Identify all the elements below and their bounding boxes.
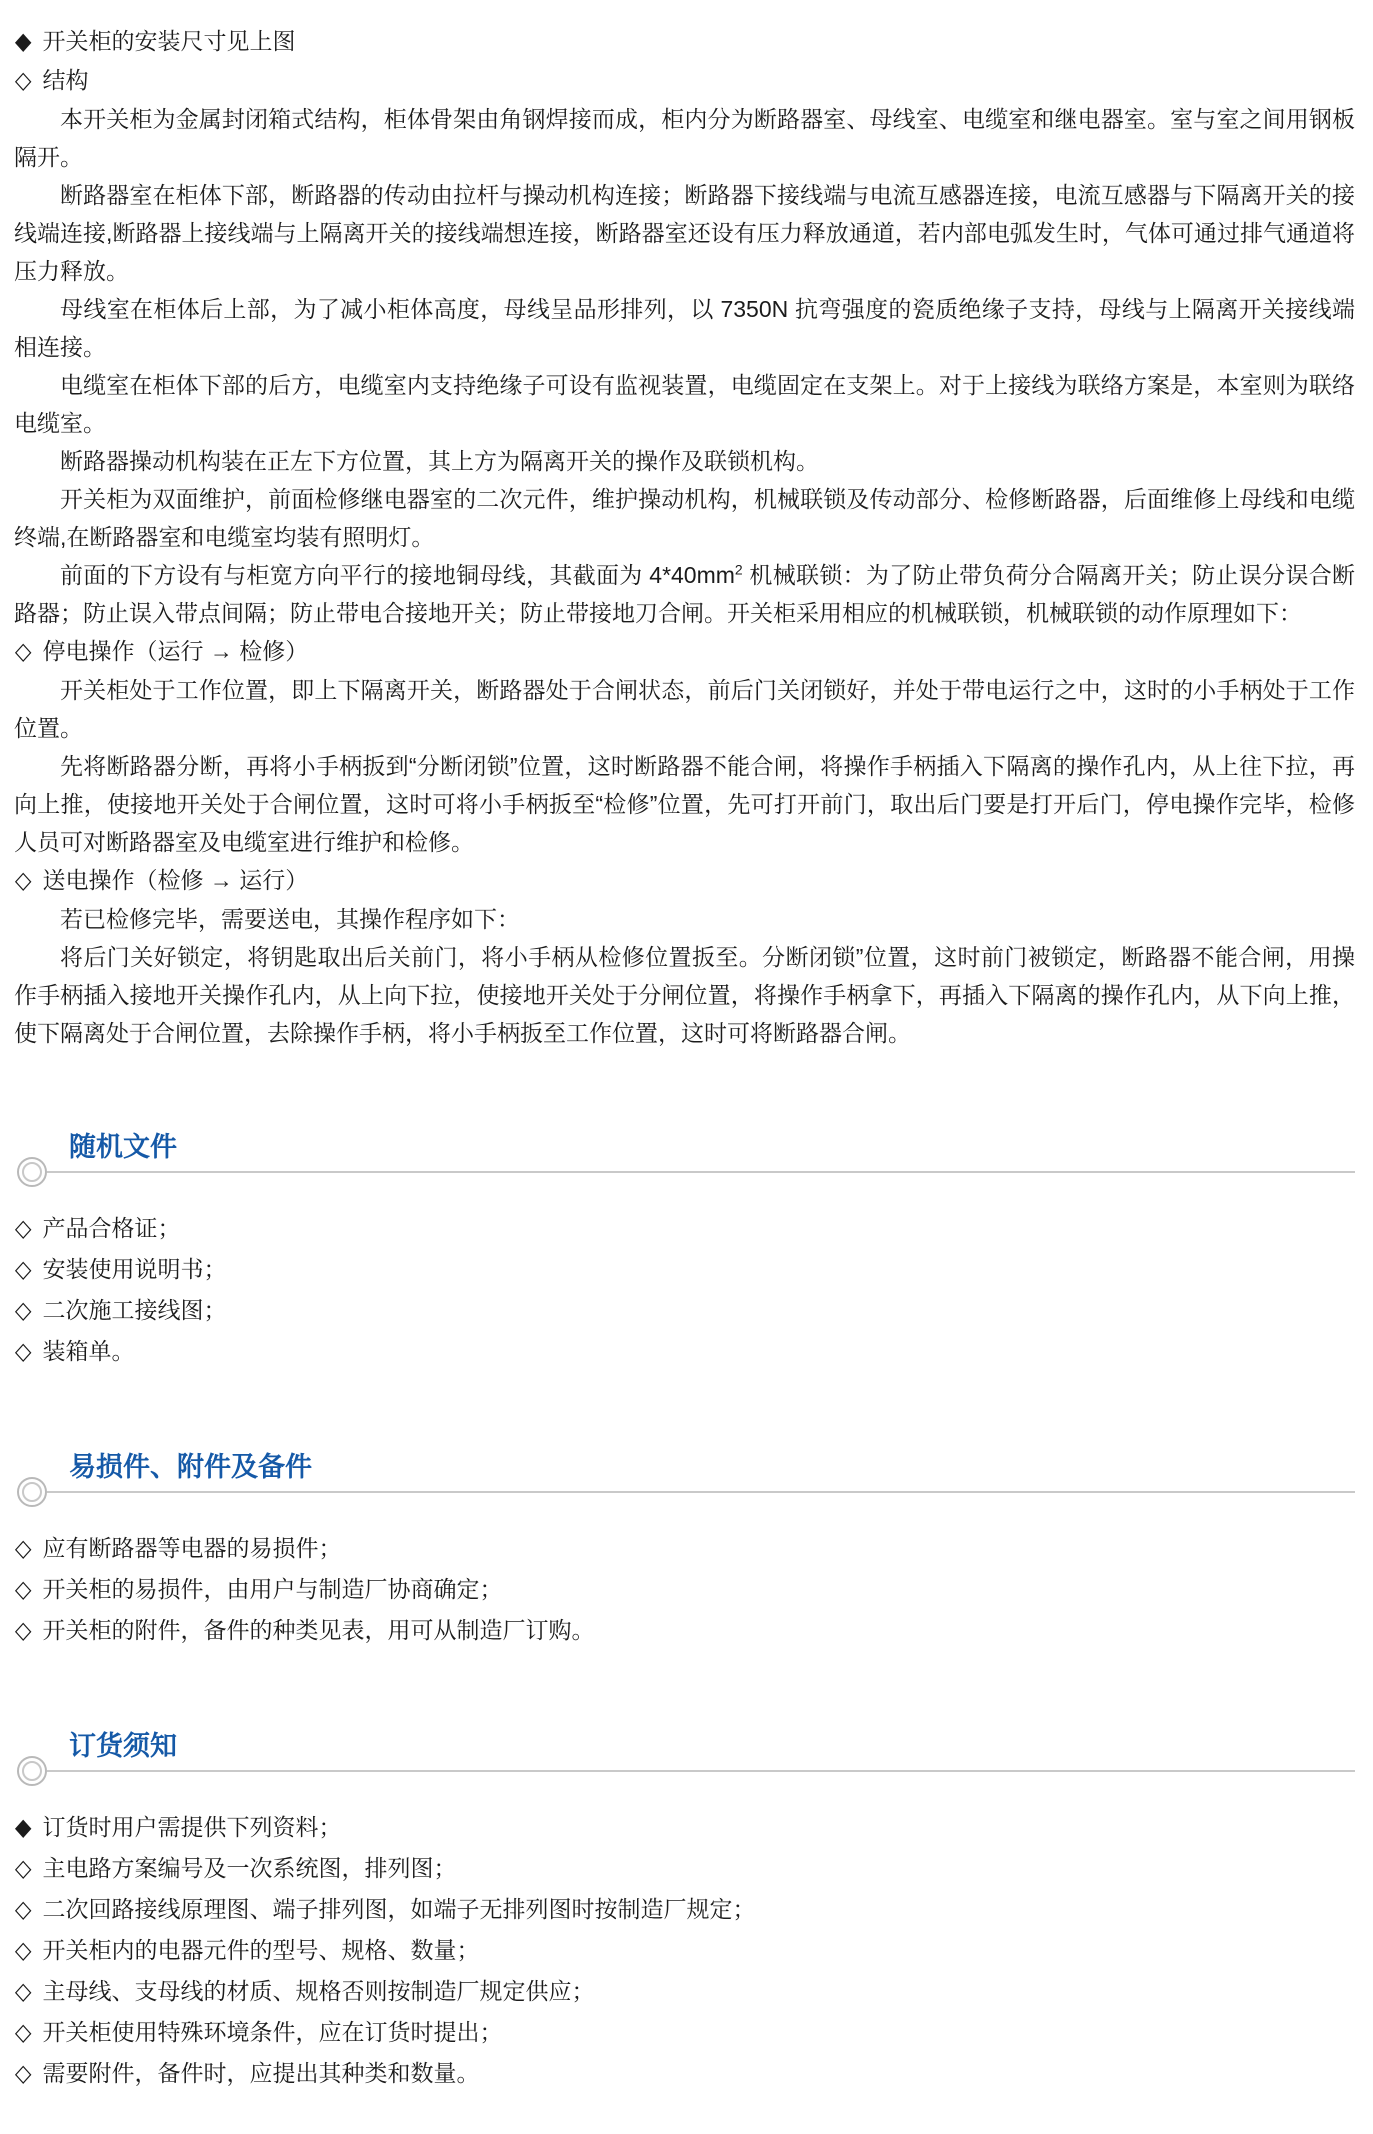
- structure-heading-text: 结构: [42, 67, 89, 93]
- list-item-text: 开关柜内的电器元件的型号、规格、数量；: [42, 1937, 480, 1963]
- section-accompanying-documents: [14, 1130, 1355, 1372]
- hollow-diamond-bullet-icon: ◇: [14, 1338, 32, 1365]
- ring-inner-icon: [22, 1761, 42, 1781]
- hollow-diamond-bullet-icon: ◇: [14, 1256, 32, 1283]
- list-item: [14, 1569, 1355, 1610]
- hollow-diamond-bullet-icon: ◇: [14, 867, 32, 894]
- list-item: [14, 1290, 1355, 1331]
- ground-bus-paragraph: [14, 556, 1355, 632]
- structure-paragraph: 本开关柜为金属封闭箱式结构，柜体骨架由角钢焊接而成，柜内分为断路器室、母线室、电缆室和继电器室。室与室之间用钢板隔开。: [14, 106, 1355, 170]
- list-item: [14, 1331, 1355, 1372]
- ring-icon: [17, 1756, 47, 1786]
- structure-paragraph: 母线室在柜体后上部，为了减小柜体高度，母线呈品形排列，以 7350N 抗弯强度的瓷质绝缘子支持，母线与上隔离开关接线端相连接。: [14, 296, 1355, 360]
- list-item-text: 安装使用说明书；: [42, 1256, 227, 1282]
- list-item: [14, 1610, 1355, 1651]
- list-item-text: 开关柜的易损件，由用户与制造厂协商确定；: [42, 1576, 503, 1602]
- structure-paragraph: 电缆室在柜体下部的后方，电缆室内支持绝缘子可设有监视装置，电缆固定在支架上。对于上接线为联络方案是，本室则为联络电缆室。: [14, 372, 1355, 436]
- superscript-2: 2: [734, 561, 743, 578]
- power-off-paragraph: 开关柜处于工作位置，即上下隔离开关，断路器处于合闸状态，前后门关闭锁好，并处于带电运行之中，这时的小手柄处于工作位置。: [14, 677, 1355, 741]
- hollow-diamond-bullet-icon: ◇: [14, 1297, 32, 1324]
- hollow-diamond-bullet-icon: ◇: [14, 2060, 32, 2087]
- hollow-diamond-bullet-icon: ◇: [14, 1617, 32, 1644]
- power-off-paragraph: 先将断路器分断，再将小手柄扳到“分断闭锁”位置，这时断路器不能合闸，将操作手柄插入下隔离的操作孔内，从上往下拉，再向上推，使接地开关处于合闸位置，这时可将小手柄扳至“检修”位置，先可打开前门，取出后门要是打开后门，停电操作完毕，检修人员可对断路器室及电缆室进行维护和检修。: [14, 753, 1355, 855]
- list-item-text: 需要附件，备件时，应提出其种类和数量。: [42, 2060, 480, 2086]
- hollow-diamond-bullet-icon: ◇: [14, 1978, 32, 2005]
- section-item-list: [14, 1528, 1355, 1651]
- hollow-diamond-bullet-icon: ◇: [14, 2019, 32, 2046]
- list-item: [14, 2053, 1355, 2094]
- list-item: [14, 1807, 1355, 1848]
- hollow-diamond-bullet-icon: ◇: [14, 1576, 32, 1603]
- section-item-list: [14, 1807, 1355, 2094]
- divider-line: [47, 1171, 1355, 1173]
- list-item: [14, 1848, 1355, 1889]
- hollow-diamond-bullet-icon: ◇: [14, 1855, 32, 1882]
- section-title: 随机文件: [69, 1132, 177, 1162]
- list-item-text: 装箱单。: [42, 1338, 135, 1364]
- ring-inner-icon: [22, 1162, 42, 1182]
- power-on-operation-heading: [14, 861, 1355, 900]
- hollow-diamond-bullet-icon: ◇: [14, 1937, 32, 1964]
- list-item: [14, 1208, 1355, 1249]
- list-item: [14, 1249, 1355, 1290]
- structure-paragraph: 开关柜为双面维护，前面检修继电器室的二次元件，维护操动机构，机械联锁及传动部分、检修断路器，后面维修上母线和电缆终端,在断路器室和电缆室均装有照明灯。: [14, 486, 1355, 550]
- power-off-heading-text: 停电操作（运行 → 检修）: [42, 638, 309, 664]
- list-item: [14, 1971, 1355, 2012]
- section-ordering-notes: [14, 1729, 1355, 2094]
- ring-icon: [17, 1477, 47, 1507]
- power-off-operation-heading: [14, 632, 1355, 671]
- power-on-paragraph: 将后门关好锁定，将钥匙取出后关前门，将小手柄从检修位置扳至。分断闭锁”位置，这时前门被锁定，断路器不能合闸，用操作手柄插入接地开关操作孔内，从上向下拉，使接地开关处于分闸位置，将操作手柄拿下，再插入下隔离的操作孔内，从下向上推，使下隔离处于合闸位置，去除操作手柄，将小手柄扳至工作位置，这时可将断路器合闸。: [14, 944, 1355, 1046]
- power-on-heading-text: 送电操作（检修 → 运行）: [42, 867, 309, 893]
- list-item-text: 二次回路接线原理图、端子排列图，如端子无排列图时按制造厂规定；: [42, 1896, 756, 1922]
- list-item: [14, 1930, 1355, 1971]
- list-item-text: 开关柜使用特殊环境条件，应在订货时提出；: [42, 2019, 503, 2045]
- section-item-list: [14, 1208, 1355, 1372]
- ground-bus-text-after: 机械联锁：为了防止带负荷分合隔离开关；防止误分误合断路器；防止误入带点间隔；防止带电合接地开关；防止带接地刀合闸。开关柜采用相应的机械联锁，机械联锁的动作原理如下：: [14, 562, 1355, 626]
- intro-bullet-install-dims: [14, 22, 1355, 61]
- power-on-paragraph: 若已检修完毕，需要送电，其操作程序如下：: [60, 906, 520, 932]
- hollow-diamond-bullet-icon: ◇: [14, 1215, 32, 1242]
- ring-inner-icon: [22, 1482, 42, 1502]
- list-item-text: 主电路方案编号及一次系统图，排列图；: [42, 1855, 457, 1881]
- intro-bullet-structure: [14, 61, 1355, 100]
- list-item-text: 产品合格证；: [42, 1215, 181, 1241]
- ground-bus-text-before: 前面的下方设有与柜宽方向平行的接地铜母线，其截面为 4*40mm: [60, 562, 735, 588]
- filled-diamond-bullet-icon: ◆: [14, 28, 32, 55]
- list-item-text: 二次施工接线图；: [42, 1297, 227, 1323]
- section-wearing-parts: [14, 1450, 1355, 1651]
- list-item-text: 主母线、支母线的材质、规格否则按制造厂规定供应；: [42, 1978, 595, 2004]
- section-title: 易损件、附件及备件: [69, 1452, 312, 1482]
- list-item-text: 订货时用户需提供下列资料；: [42, 1814, 342, 1840]
- intro-text: 开关柜的安装尺寸见上图: [42, 28, 296, 54]
- divider-line: [47, 1770, 1355, 1772]
- list-item: [14, 2012, 1355, 2053]
- divider-line: [47, 1491, 1355, 1493]
- list-item: [14, 1889, 1355, 1930]
- list-item: [14, 1528, 1355, 1569]
- structure-paragraph: 断路器室在柜体下部，断路器的传动由拉杆与操动机构连接；断路器下接线端与电流互感器连接，电流互感器与下隔离开关的接线端连接,断路器上接线端与上隔离开关的接线端想连接，断路器室还设有压力释放通道，若内部电弧发生时，气体可通过排气通道将压力释放。: [14, 182, 1355, 284]
- filled-diamond-bullet-icon: ◆: [14, 1814, 32, 1841]
- hollow-diamond-bullet-icon: ◇: [14, 638, 32, 665]
- hollow-diamond-bullet-icon: ◇: [14, 1535, 32, 1562]
- section-title: 订货须知: [69, 1731, 177, 1761]
- hollow-diamond-bullet-icon: ◇: [14, 1896, 32, 1923]
- structure-paragraph: 断路器操动机构装在正左下方位置，其上方为隔离开关的操作及联锁机构。: [60, 448, 819, 474]
- list-item-text: 应有断路器等电器的易损件；: [42, 1535, 342, 1561]
- hollow-diamond-bullet-icon: ◇: [14, 67, 32, 94]
- ring-icon: [17, 1157, 47, 1187]
- list-item-text: 开关柜的附件，备件的种类见表，用可从制造厂订购。: [42, 1617, 595, 1643]
